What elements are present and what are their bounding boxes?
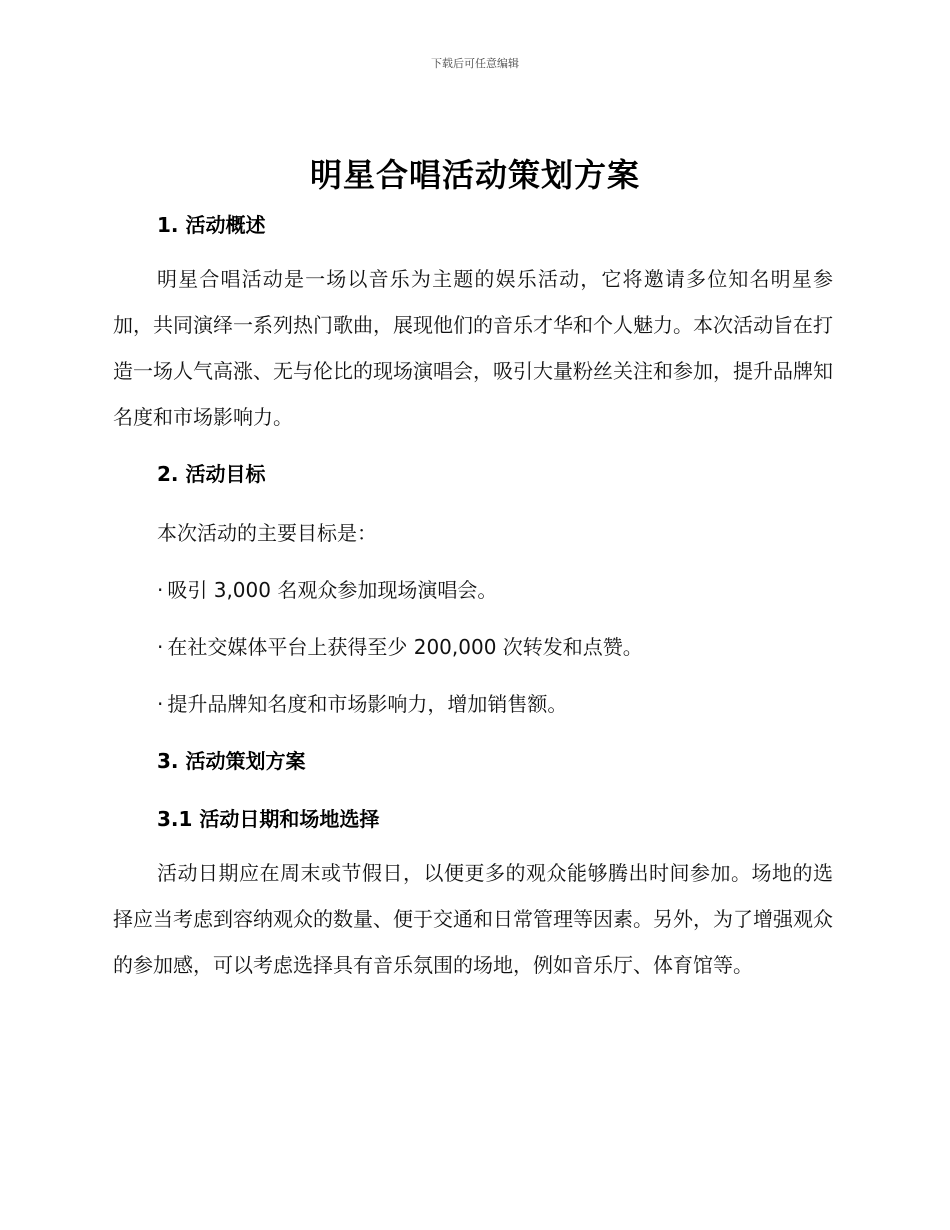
section-paragraph-overview: 明星合唱活动是一场以音乐为主题的娱乐活动，它将邀请多位知名明星参加，共同演绎一系列热门歌曲，展现他们的音乐才华和个人魅力。本次活动旨在打造一场人气高涨、无与伦比的现场演唱会，吸引大量粉丝关注和参加，提升品牌知名度和市场影响力。 xyxy=(113,267,833,429)
header-note: 下载后可任意编辑 xyxy=(431,57,519,70)
document-title: 明星合唱活动策划方案 xyxy=(309,156,640,194)
section-heading-overview: 1. 活动概述 xyxy=(157,213,266,237)
goals-intro: 本次活动的主要目标是： xyxy=(157,521,377,545)
section-paragraph-date-venue: 活动日期应在周末或节假日，以便更多的观众能够腾出时间参加。场地的选择应当考虑到容纳观众的数量、便于交通和日常管理等因素。另外，为了增强观众的参加感，可以考虑选择具有音乐氛围的场地，例如音乐厅、体育馆等。 xyxy=(113,861,833,977)
goal-bullet-item: · 在社交媒体平台上获得至少 200,000 次转发和点赞。 xyxy=(157,631,643,660)
goal-bullet-item: · 吸引 3,000 名观众参加现场演唱会。 xyxy=(157,574,497,603)
section-heading-goals: 2. 活动目标 xyxy=(157,462,266,486)
section-heading-plan: 3. 活动策划方案 xyxy=(157,749,306,773)
subsection-heading-date-venue: 3.1 活动日期和场地选择 xyxy=(157,807,380,831)
goal-bullet-item: · 提升品牌知名度和市场影响力，增加销售额。 xyxy=(157,688,567,717)
